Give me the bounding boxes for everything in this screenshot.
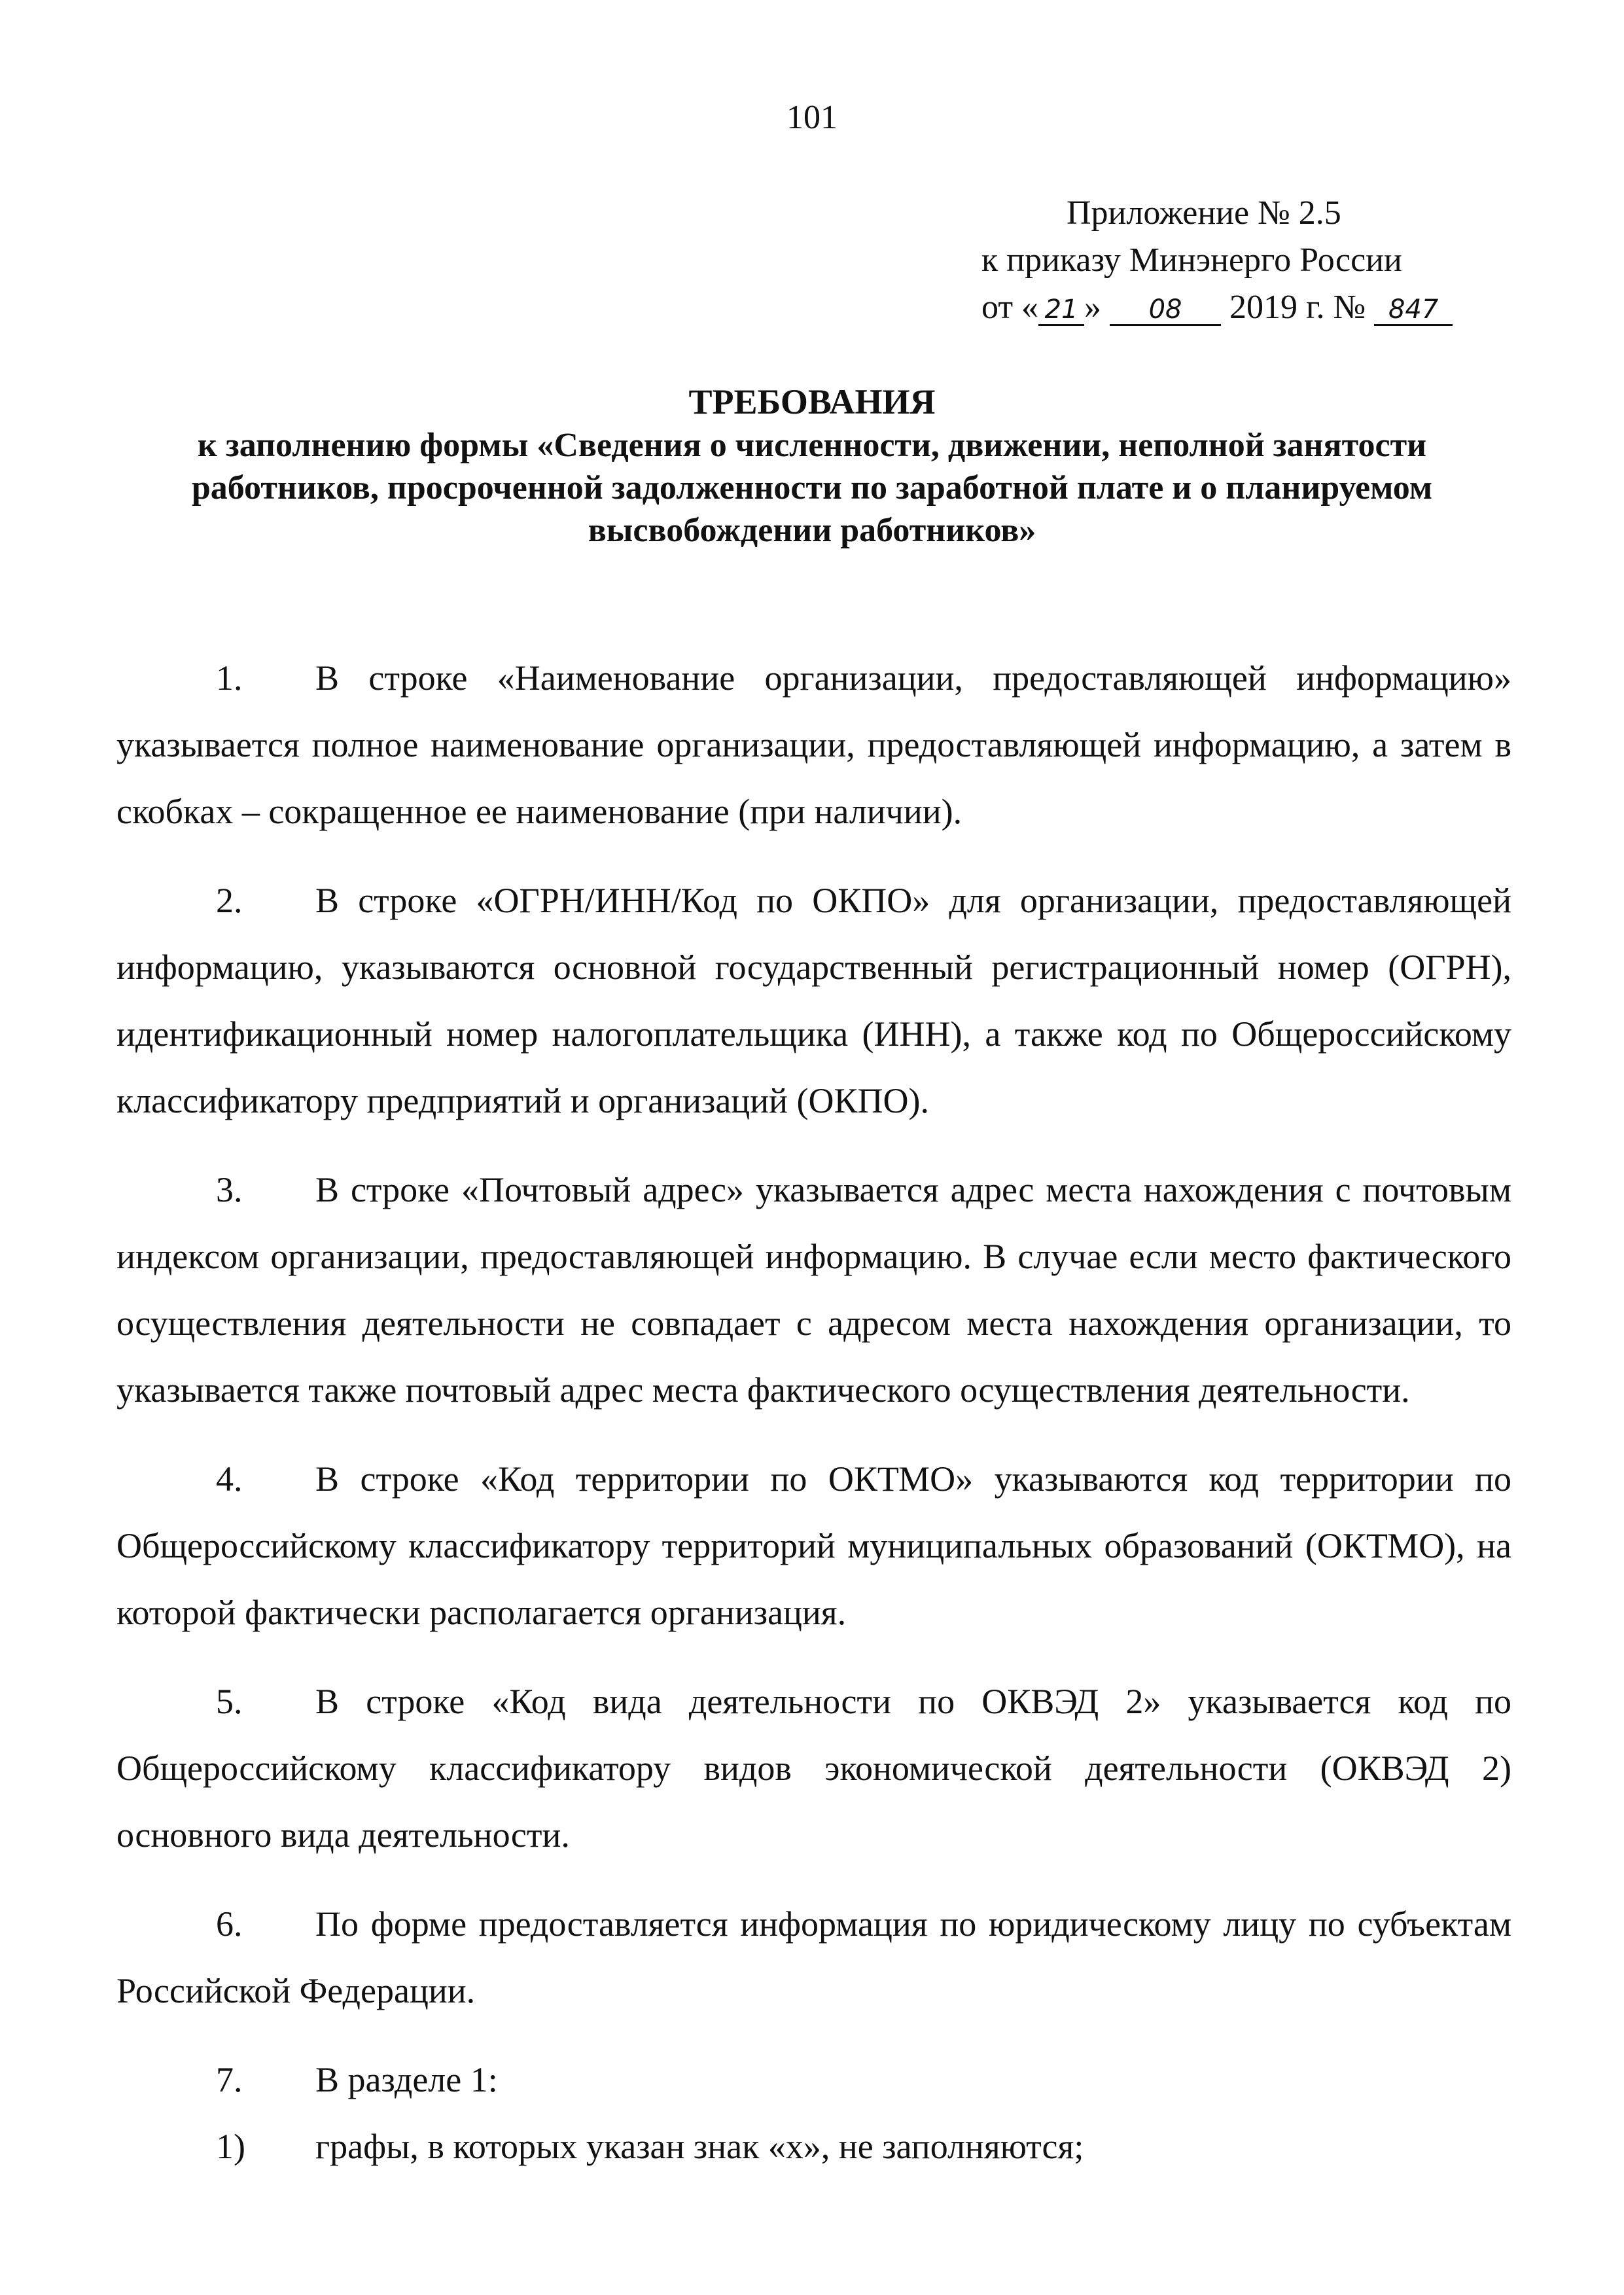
paragraph-6: 6. По форме предоставляется информация по юридическому лицу по субъектам Российской Федерации.: [116, 1904, 1511, 2010]
handwritten-day: 21: [1038, 295, 1084, 326]
title-heading: ТРЕБОВАНИЯ: [688, 382, 936, 421]
handwritten-month: 08: [1110, 295, 1221, 326]
appendix-date-line: [981, 284, 1505, 331]
paragraph-2: 2. В строке «ОГРН/ИНН/Код по ОКПО» для организации, предоставляющей информацию, указываются основной государственный регистрационный номер (ОГРН), идентификационный номер налогоплательщика (ИНН), а также код по Общероссийскому классификатору предприятий и организаций (ОКПО).: [116, 881, 1511, 1120]
list-item-1: 1) графы, в которых указан знак «х», не заполняются;: [216, 2127, 1084, 2166]
page-number: 101: [786, 99, 838, 136]
paragraph-1: 1. В строке «Наименование организации, предоставляющей информацию» указывается полное наименование организации, предоставляющей информацию, а затем в скобках – сокращенное ее наименование (при наличии).: [116, 658, 1511, 831]
paragraph-4: 4. В строке «Код территории по ОКТМО» указываются код территории по Общероссийскому классификатору территорий муниципальных образований (ОКТМО), на которой фактически располагается организация.: [116, 1459, 1511, 1632]
date-prefix: от «: [981, 289, 1039, 326]
date-mid: »: [1084, 289, 1110, 326]
paragraph-5: 5. В строке «Код вида деятельности по ОКВЭД 2» указывается код по Общероссийскому классификатору видов экономической деятельности (ОКВЭД 2) основного вида деятельности.: [116, 1682, 1511, 1855]
paragraph-3: 3. В строке «Почтовый адрес» указывается адрес места нахождения с почтовым индексом организации, предоставляющей информацию. В случае если место фактического осуществления деятельности не совпадает с адресом места нахождения организации, то указывается также почтовый адрес места фактического осуществления деятельности.: [116, 1170, 1511, 1410]
paragraph-7: 7. В разделе 1:: [216, 2060, 498, 2099]
appendix-line-1: Приложение № 2.5: [1067, 194, 1341, 232]
document-body: [116, 645, 1511, 2180]
document-title: [111, 380, 1513, 552]
date-year: 2019 г. №: [1221, 289, 1375, 326]
title-subtitle: к заполнению формы «Сведения о численности, движении, неполной занятости работников, просроченной задолженности по заработной плате и о планируемом высвобождении работников»: [191, 427, 1433, 549]
appendix-block: [981, 190, 1505, 331]
appendix-line-2: к приказу Минэнерго России: [981, 241, 1402, 279]
handwritten-doc-number: 847: [1374, 295, 1453, 326]
